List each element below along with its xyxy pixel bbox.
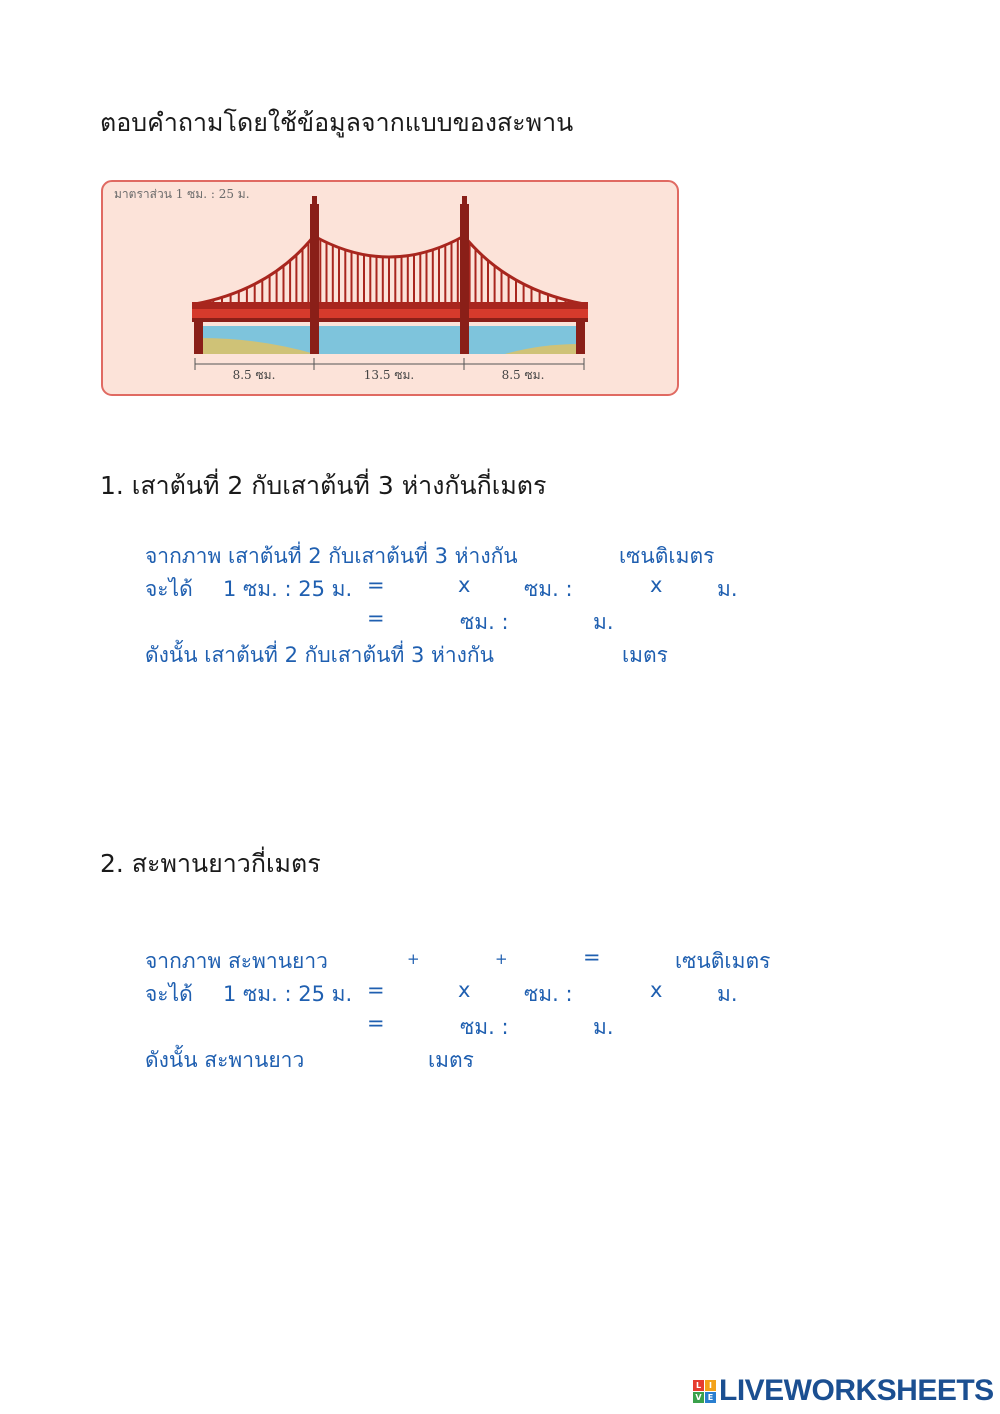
- q1-line2-equals: =: [367, 573, 385, 597]
- segment-label-2: 13.5 ซม.: [363, 368, 415, 382]
- tower-3-tip: [462, 196, 467, 206]
- logo-letter-v: V: [693, 1392, 704, 1403]
- liveworksheets-logo-icon: [693, 1380, 716, 1403]
- q2-line3-m: ม.: [593, 1015, 614, 1039]
- q2-result-m-input[interactable]: [512, 1010, 594, 1038]
- q1-multiplier-m-left-input[interactable]: [578, 572, 648, 600]
- tower-2: [310, 204, 319, 354]
- q1-line3-m: ม.: [593, 610, 614, 634]
- q1-title: 1. เสาต้นที่ 2 กับเสาต้นที่ 3 ห่างกันกี่เมตร: [100, 471, 547, 500]
- logo-letter-l: L: [693, 1380, 704, 1391]
- q2-line2-scale: 1 ซม. : 25 ม.: [223, 982, 353, 1006]
- q2-line2-times-2: x: [650, 978, 663, 1002]
- q2-line1-equals: =: [583, 945, 601, 969]
- q1-line2-times-2: x: [650, 573, 663, 597]
- q2-plus-1: +: [407, 950, 420, 968]
- q2-line2-times-1: x: [458, 978, 471, 1002]
- q1-line4-unit: เมตร: [622, 643, 668, 667]
- q2-line2-equals: =: [367, 978, 385, 1002]
- q1-line3-equals: =: [367, 606, 385, 630]
- q2-segment-1-input[interactable]: [344, 944, 408, 972]
- deck-shadow: [192, 318, 588, 322]
- q1-multiplier-m-right-input[interactable]: [666, 572, 718, 600]
- deck-bottom: [192, 309, 588, 318]
- deck-top: [192, 302, 588, 309]
- liveworksheets-logo: [693, 1376, 993, 1406]
- q2-segment-2-input[interactable]: [422, 944, 494, 972]
- q1-result-m-input[interactable]: [512, 605, 594, 633]
- q1-line3-cm: ซม. :: [460, 610, 509, 634]
- logo-letter-e: E: [705, 1392, 716, 1403]
- q1-line1-unit: เซนติเมตร: [619, 544, 715, 568]
- segment-label-1: 8.5 ซม.: [232, 368, 276, 382]
- scale-label: มาตราส่วน 1 ซม. : 25 ม.: [114, 187, 250, 201]
- q2-multiplier-m-right-input[interactable]: [666, 977, 718, 1005]
- q1-line4-text: ดังนั้น เสาต้นที่ 2 กับเสาต้นที่ 3 ห่างกัน: [145, 643, 494, 667]
- q1-line2-m: ม.: [717, 577, 738, 601]
- q1-line2-prefix: จะได้: [145, 577, 193, 601]
- q2-plus-2: +: [495, 950, 508, 968]
- tower-2-tip: [312, 196, 317, 206]
- q2-line4-text: ดังนั้น สะพานยาว: [145, 1048, 305, 1072]
- logo-letter-i: I: [705, 1380, 716, 1391]
- q2-title: 2. สะพานยาวกี่เมตร: [100, 849, 321, 878]
- tower-3: [460, 204, 469, 354]
- q2-line3-equals: =: [367, 1011, 385, 1035]
- q1-line2-cm: ซม. :: [524, 577, 573, 601]
- liveworksheets-brand: LIVEWORKSHEETS: [719, 1374, 994, 1407]
- q2-result-cm-input[interactable]: [388, 1010, 460, 1038]
- q2-line1-unit: เซนติเมตร: [675, 949, 771, 973]
- q1-line1-text: จากภาพ เสาต้นที่ 2 กับเสาต้นที่ 3 ห่างกัน: [145, 544, 518, 568]
- q2-line1-text: จากภาพ สะพานยาว: [145, 949, 328, 973]
- segment-label-3: 8.5 ซม.: [501, 368, 545, 382]
- q2-segment-3-input[interactable]: [512, 944, 582, 972]
- q2-multiplier-m-left-input[interactable]: [578, 977, 648, 1005]
- q1-multiplier-cm-input[interactable]: [388, 572, 456, 600]
- q1-line2-scale: 1 ซม. : 25 ม.: [223, 577, 353, 601]
- q2-line4-unit: เมตร: [428, 1048, 474, 1072]
- q1-line2-times-1: x: [458, 573, 471, 597]
- q2-total-cm-input[interactable]: [602, 944, 674, 972]
- bridge-figure: [100, 178, 680, 398]
- instruction-text: ตอบคำถามโดยใช้ข้อมูลจากแบบของสะพาน: [100, 108, 574, 137]
- q2-answer-input[interactable]: [320, 1043, 424, 1071]
- q1-answer-input[interactable]: [530, 638, 618, 666]
- q2-line3-cm: ซม. :: [460, 1015, 509, 1039]
- q1-distance-cm-input[interactable]: [552, 539, 614, 567]
- q2-line2-cm: ซม. :: [524, 982, 573, 1006]
- q1-result-cm-input[interactable]: [388, 605, 460, 633]
- q2-line2-m: ม.: [717, 982, 738, 1006]
- q2-multiplier-cm-input[interactable]: [388, 977, 456, 1005]
- q2-line2-prefix: จะได้: [145, 982, 193, 1006]
- pier-1: [194, 318, 203, 354]
- pier-4: [576, 318, 585, 354]
